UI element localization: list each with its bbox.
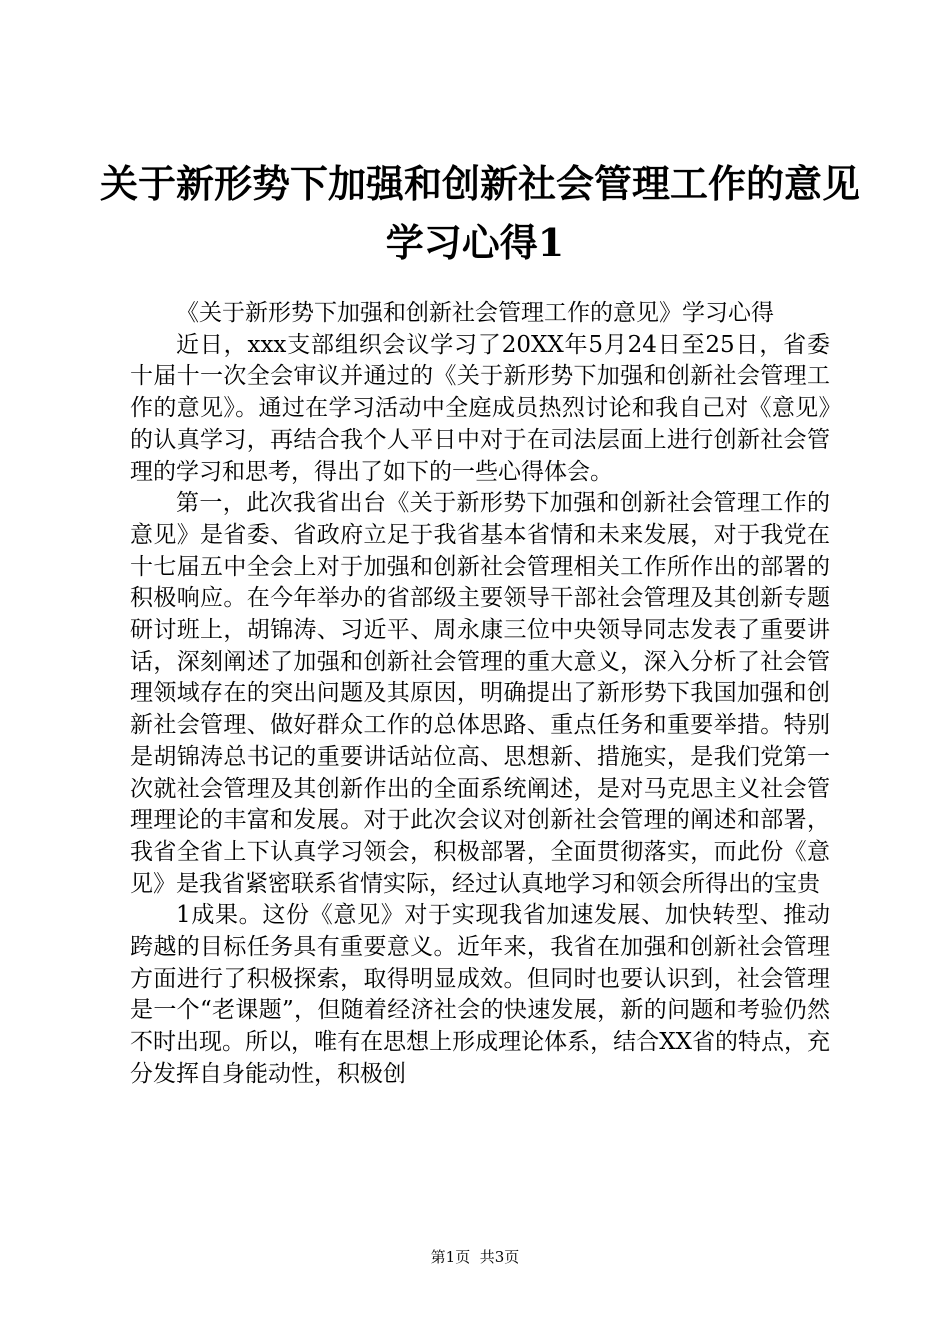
document-body	[130, 298, 830, 1091]
document-title-line-2: 学习心得1	[385, 220, 565, 265]
page-number: 第1页	[430, 1248, 471, 1266]
footer-spacer	[470, 1248, 480, 1266]
paragraph-subtitle: 《关于新形势下加强和创新社会管理工作的意见》学习心得	[176, 300, 774, 326]
document-title-line-1: 关于新形势下加强和创新社会管理工作的意见	[100, 161, 861, 206]
page-footer	[0, 1247, 950, 1267]
paragraph-first-point: 第一，此次我省出台《关于新形势下加强和创新社会管理工作的意见》是省委、省政府立足于我省基本省情和未来发展，对于我党在十七届五中全会上对于加强和创新社会管理相关工作所作出的部署的积极响应。在今年举办的省部级主要领导干部社会管理及其创新专题研讨班上，胡锦涛、习近平、周永康三位中央领导同志发表了重要讲话，深刻阐述了加强和创新社会管理的重大意义，深入分析了社会管理领域存在的突出问题及其原因，明确提出了新形势下我国加强和创新社会管理、做好群众工作的总体思路、重点任务和重要举措。特别是胡锦涛总书记的重要讲话站位高、思想新、措施实，是我们党第一次就社会管理及其创新作出的全面系统阐述，是对马克思主义社会管理理论的丰富和发展。对于此次会议对创新社会管理的阐述和部署，我省全省上下认真学习领会，积极部署，全面贯彻落实，而此份《意见》是我省紧密联系省情实际，经过认真地学习和领会所得出的宝贵	[130, 490, 830, 897]
paragraph-continuation: 1成果。这份《意见》对于实现我省加速发展、加快转型、推动跨越的目标任务具有重要意义。近年来，我省在加强和创新社会管理方面进行了积极探索，取得明显成效。但同时也要认识到，社会管理是一个“老课题”，但随着经济社会的快速发展，新的问题和考验仍然不时出现。所以，唯有在思想上形成理论体系，结合XX省的特点，充分发挥自身能动性，积极创	[130, 902, 830, 1087]
paragraph-intro: 近日，xxx支部组织会议学习了20XX年5月24日至25日，省委十届十一次全会审议并通过的《关于新形势下加强和创新社会管理工作的意见》。通过在学习活动中全庭成员热烈讨论和我自己对《意见》的认真学习，再结合我个人平日中对于在司法层面上进行创新社会管理的学习和思考，得出了如下的一些心得体会。	[130, 331, 830, 485]
page-total: 共3页	[479, 1248, 520, 1266]
